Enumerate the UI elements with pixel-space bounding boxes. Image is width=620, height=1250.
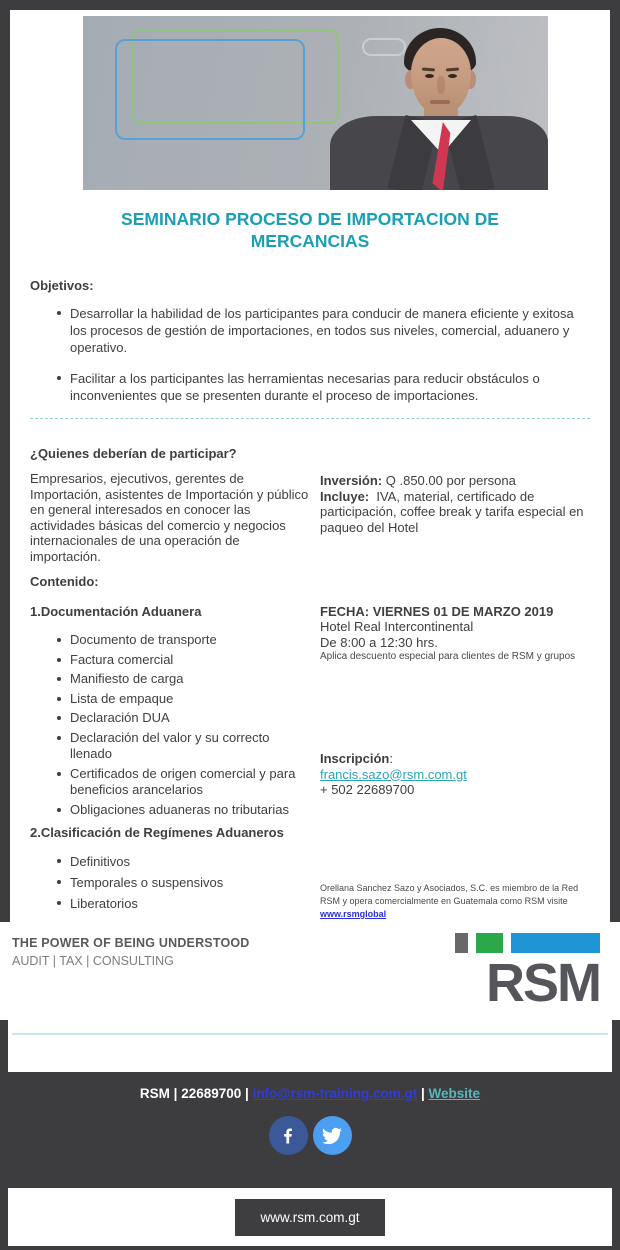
facebook-icon[interactable] <box>269 1116 308 1155</box>
list-item: Documento de transporte <box>70 632 302 649</box>
rsm-block-green-icon <box>476 933 503 953</box>
list-item: Definitivos <box>70 853 320 870</box>
list-item: Liberatorios <box>70 895 320 912</box>
horario-text: De 8:00 a 12:30 hrs. <box>320 634 438 650</box>
list-item: Lista de empaque <box>70 691 302 708</box>
top-border <box>0 0 620 10</box>
lugar-text: Hotel Real Intercontinental <box>320 619 474 634</box>
objetivos-heading: Objetivos: <box>30 278 94 293</box>
participar-row <box>30 446 590 564</box>
legal-note <box>320 834 590 921</box>
seminar-body <box>10 278 610 922</box>
rsm-logo-blocks-icon <box>455 933 600 953</box>
legal-column <box>320 825 590 922</box>
page-title: SEMINARIO PROCESO DE IMPORTACION DE MERCANCIAS <box>121 209 499 251</box>
list-item: Factura comercial <box>70 652 302 669</box>
list-item: Declaración del valor y su correcto llenado <box>70 730 302 763</box>
participar-heading: ¿Quienes deberían de participar? <box>30 446 237 461</box>
divider-line <box>12 1033 608 1035</box>
rsm-block-gray-icon <box>455 933 468 953</box>
list-item: Certificados de origen comercial y para beneficios arancelarios <box>70 766 302 799</box>
participar-text: Empresarios, ejecutivos, gerentes de Importación, asistentes de Importación y público en general interesados en conocer las actividades básicas del comercio y negocios internacionales de una operación de importación. <box>30 471 309 564</box>
list-item: Declaración DUA <box>70 710 302 727</box>
rsm-logo <box>455 933 600 1011</box>
descuento-note: Aplica descuento especial para clientes de RSM y grupos <box>320 651 576 662</box>
social-icons <box>0 1116 620 1155</box>
contenido-heading: Contenido: <box>30 574 99 589</box>
inscripcion-heading <box>320 751 590 767</box>
inscripcion-email-line <box>320 767 590 783</box>
list-item: Manifiesto de carga <box>70 671 302 688</box>
man-eye <box>425 74 434 78</box>
inversion-block <box>320 446 590 535</box>
rsm-logo-text: RSM <box>486 953 600 1013</box>
seccion1-heading: 1.Documentación Aduanera <box>30 604 202 619</box>
decor-rect-blue-icon <box>115 39 305 140</box>
seccion2-heading: 2.Clasificación de Regímenes Aduaneros <box>30 825 284 840</box>
inscripcion-colon: : <box>389 751 393 766</box>
man-nose <box>437 76 445 94</box>
main-content-card <box>10 10 610 922</box>
inversion-label: Inversión: <box>320 473 383 488</box>
website-button[interactable]: www.rsm.com.gt <box>235 1199 384 1236</box>
inscripcion-block <box>320 751 590 798</box>
inversion-line <box>320 473 590 489</box>
brand-services: AUDIT | TAX | CONSULTING <box>12 954 174 968</box>
brand-tagline: THE POWER OF BEING UNDERSTOOD <box>12 936 250 950</box>
incluye-line <box>320 489 590 536</box>
inscripcion-email-link[interactable]: francis.sazo@rsm.com.gt <box>320 766 467 782</box>
fecha-heading: FECHA: VIERNES 01 DE MARZO 2019 <box>320 604 554 619</box>
documentacion-row <box>30 604 590 821</box>
documentacion-column <box>30 604 320 821</box>
footer-website-link[interactable]: Website <box>428 1086 481 1101</box>
footer <box>0 1072 620 1188</box>
inversion-column <box>320 446 590 564</box>
inscripcion-phone: + 502 22689700 <box>320 782 415 797</box>
evento-column <box>320 604 590 821</box>
twitter-icon[interactable] <box>313 1116 352 1155</box>
documentacion-list <box>30 632 302 818</box>
regimenes-column <box>30 825 320 922</box>
participar-column <box>30 446 320 564</box>
bottom-band <box>8 1188 612 1246</box>
regimenes-list <box>30 853 320 912</box>
inscripcion-label: Inscripción <box>320 751 390 766</box>
incluye-label: Incluye: <box>320 488 370 504</box>
incluye-value: IVA, material, certificado de participación, coffee break y tarifa especial en paqueo del Hotel <box>320 488 584 535</box>
list-item: Facilitar a los participantes las herramientas necesarias para reducir obstáculos o inconvenientes que se presenten durante el proceso de importaciones. <box>70 370 590 404</box>
list-item: Temporales o suspensivos <box>70 874 320 891</box>
dashed-divider <box>30 418 590 419</box>
objetivos-list <box>30 305 590 404</box>
footer-text: RSM | 22689700 | <box>139 1086 249 1101</box>
list-item: Desarrollar la habilidad de los participantes para conducir de manera eficiente y exitosa los procesos de gestión de importaciones, en todos sus niveles, comercial, aduanero y operativo. <box>70 305 590 356</box>
branding-subband <box>8 1020 612 1072</box>
list-item: Obligaciones aduaneras no tributarias <box>70 802 302 819</box>
businessman-illustration <box>308 16 548 190</box>
rsm-branding-band <box>0 922 620 1020</box>
rsmglobal-link[interactable]: www.rsmglobal <box>320 909 387 919</box>
fecha-block <box>320 604 590 663</box>
legal-text: Orellana Sanchez Sazo y Asociados, S.C. es miembro de la Red RSM y opera comercialmente en Guatemala como RSM visite <box>320 883 579 906</box>
man-eye <box>448 74 457 78</box>
rsm-block-blue-icon <box>511 933 600 953</box>
footer-separator: | <box>421 1086 425 1101</box>
inversion-value: Q .850.00 por persona <box>385 473 516 488</box>
header-photo <box>83 16 548 190</box>
regimenes-row <box>30 825 590 922</box>
footer-contact-line <box>0 1086 620 1101</box>
footer-email-link[interactable]: info@rsm-training.com.gt <box>252 1086 418 1101</box>
